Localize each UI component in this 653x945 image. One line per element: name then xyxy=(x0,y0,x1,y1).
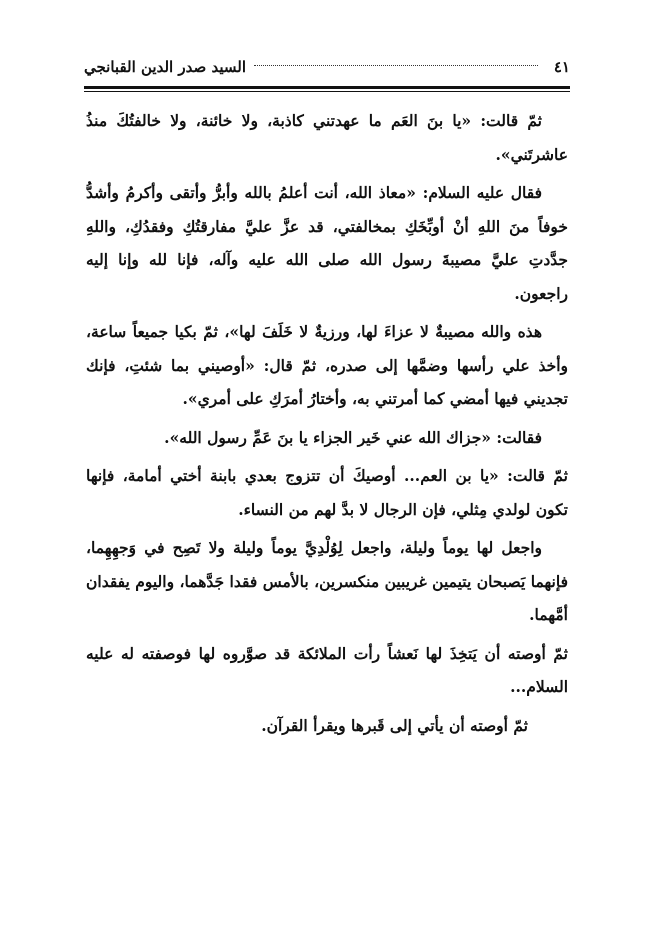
header-dot-leader xyxy=(254,64,538,66)
paragraph: ثمّ قالت: «يا بن العم... أوصيكَ أن تتزوج بعدي بابنة أختي أمامة، فإنها تكون لولدي مِثلي، فإن الرجال لا بدَّ لهم من النساء. xyxy=(86,466,568,519)
header-rule-thick xyxy=(84,86,570,89)
paragraph: واجعل لها يوماً وليلة، واجعل لِوُلْدِيَّ يوماً وليلة ولا تَصِح في وَجهِهِما، فإنهما يَصبحان يتيمين غريبين منكسرين، بالأمس فقدا جَدَّهما، واليوم يفقدان أمَّهما. xyxy=(86,538,568,624)
running-title: السيد صدر الدين القبانجي xyxy=(84,58,247,76)
body-text xyxy=(86,104,568,747)
page-number: ٤١ xyxy=(553,58,570,76)
header-rule-thin xyxy=(84,91,570,92)
paragraph: ثمّ أوصته أن يأتي إلى قَبرها ويقرأ القرآن. xyxy=(261,715,528,735)
paragraph: ثمّ أوصته أن يَتخِذَ لها نَعشاً رأت الملائكة قد صوَّروه لها فوصفته له عليه السلام... xyxy=(86,643,568,696)
paragraph: هذه والله مصيبةٌ لا عزاءَ لها، ورزيةٌ لا خَلَفَ لها»، ثمّ بكيا جميعاً ساعة، وأخذ علي رأسها وضمَّها إلى صدره، ثمّ قال: «أوصيني بما شئتِ، فإنك تجديني فيها أمضي كما أمرتني به، وأختارُ أمرَكِ على أمري». xyxy=(86,322,568,408)
paragraph: فقال عليه السلام: «معاذ الله، أنت أعلمُ بالله وأبرُّ وأتقى وأكرمُ وأشدُّ خوفاً منَ اللهِ أنْ أوبِّخَكِ بمخالفتي، قد عزَّ عليَّ مفارقتُكِ وفقدُكِ، واللهِ جدَّدتِ عليَّ مصيبةَ رسول الله صلى الله عليه وآله، فإنا لله وإنا إليه راجعون. xyxy=(86,183,568,303)
page-header xyxy=(84,56,570,78)
paragraph: ثمّ قالت: «يا بنَ العَم ما عهدتني كاذبة، ولا خائنة، ولا خالفتُكَ منذُ عاشرتَني». xyxy=(86,111,568,164)
paragraph: فقالت: «جزاك الله عني خَير الجزاء يا بنَ عَمِّ رسول الله». xyxy=(164,427,542,447)
